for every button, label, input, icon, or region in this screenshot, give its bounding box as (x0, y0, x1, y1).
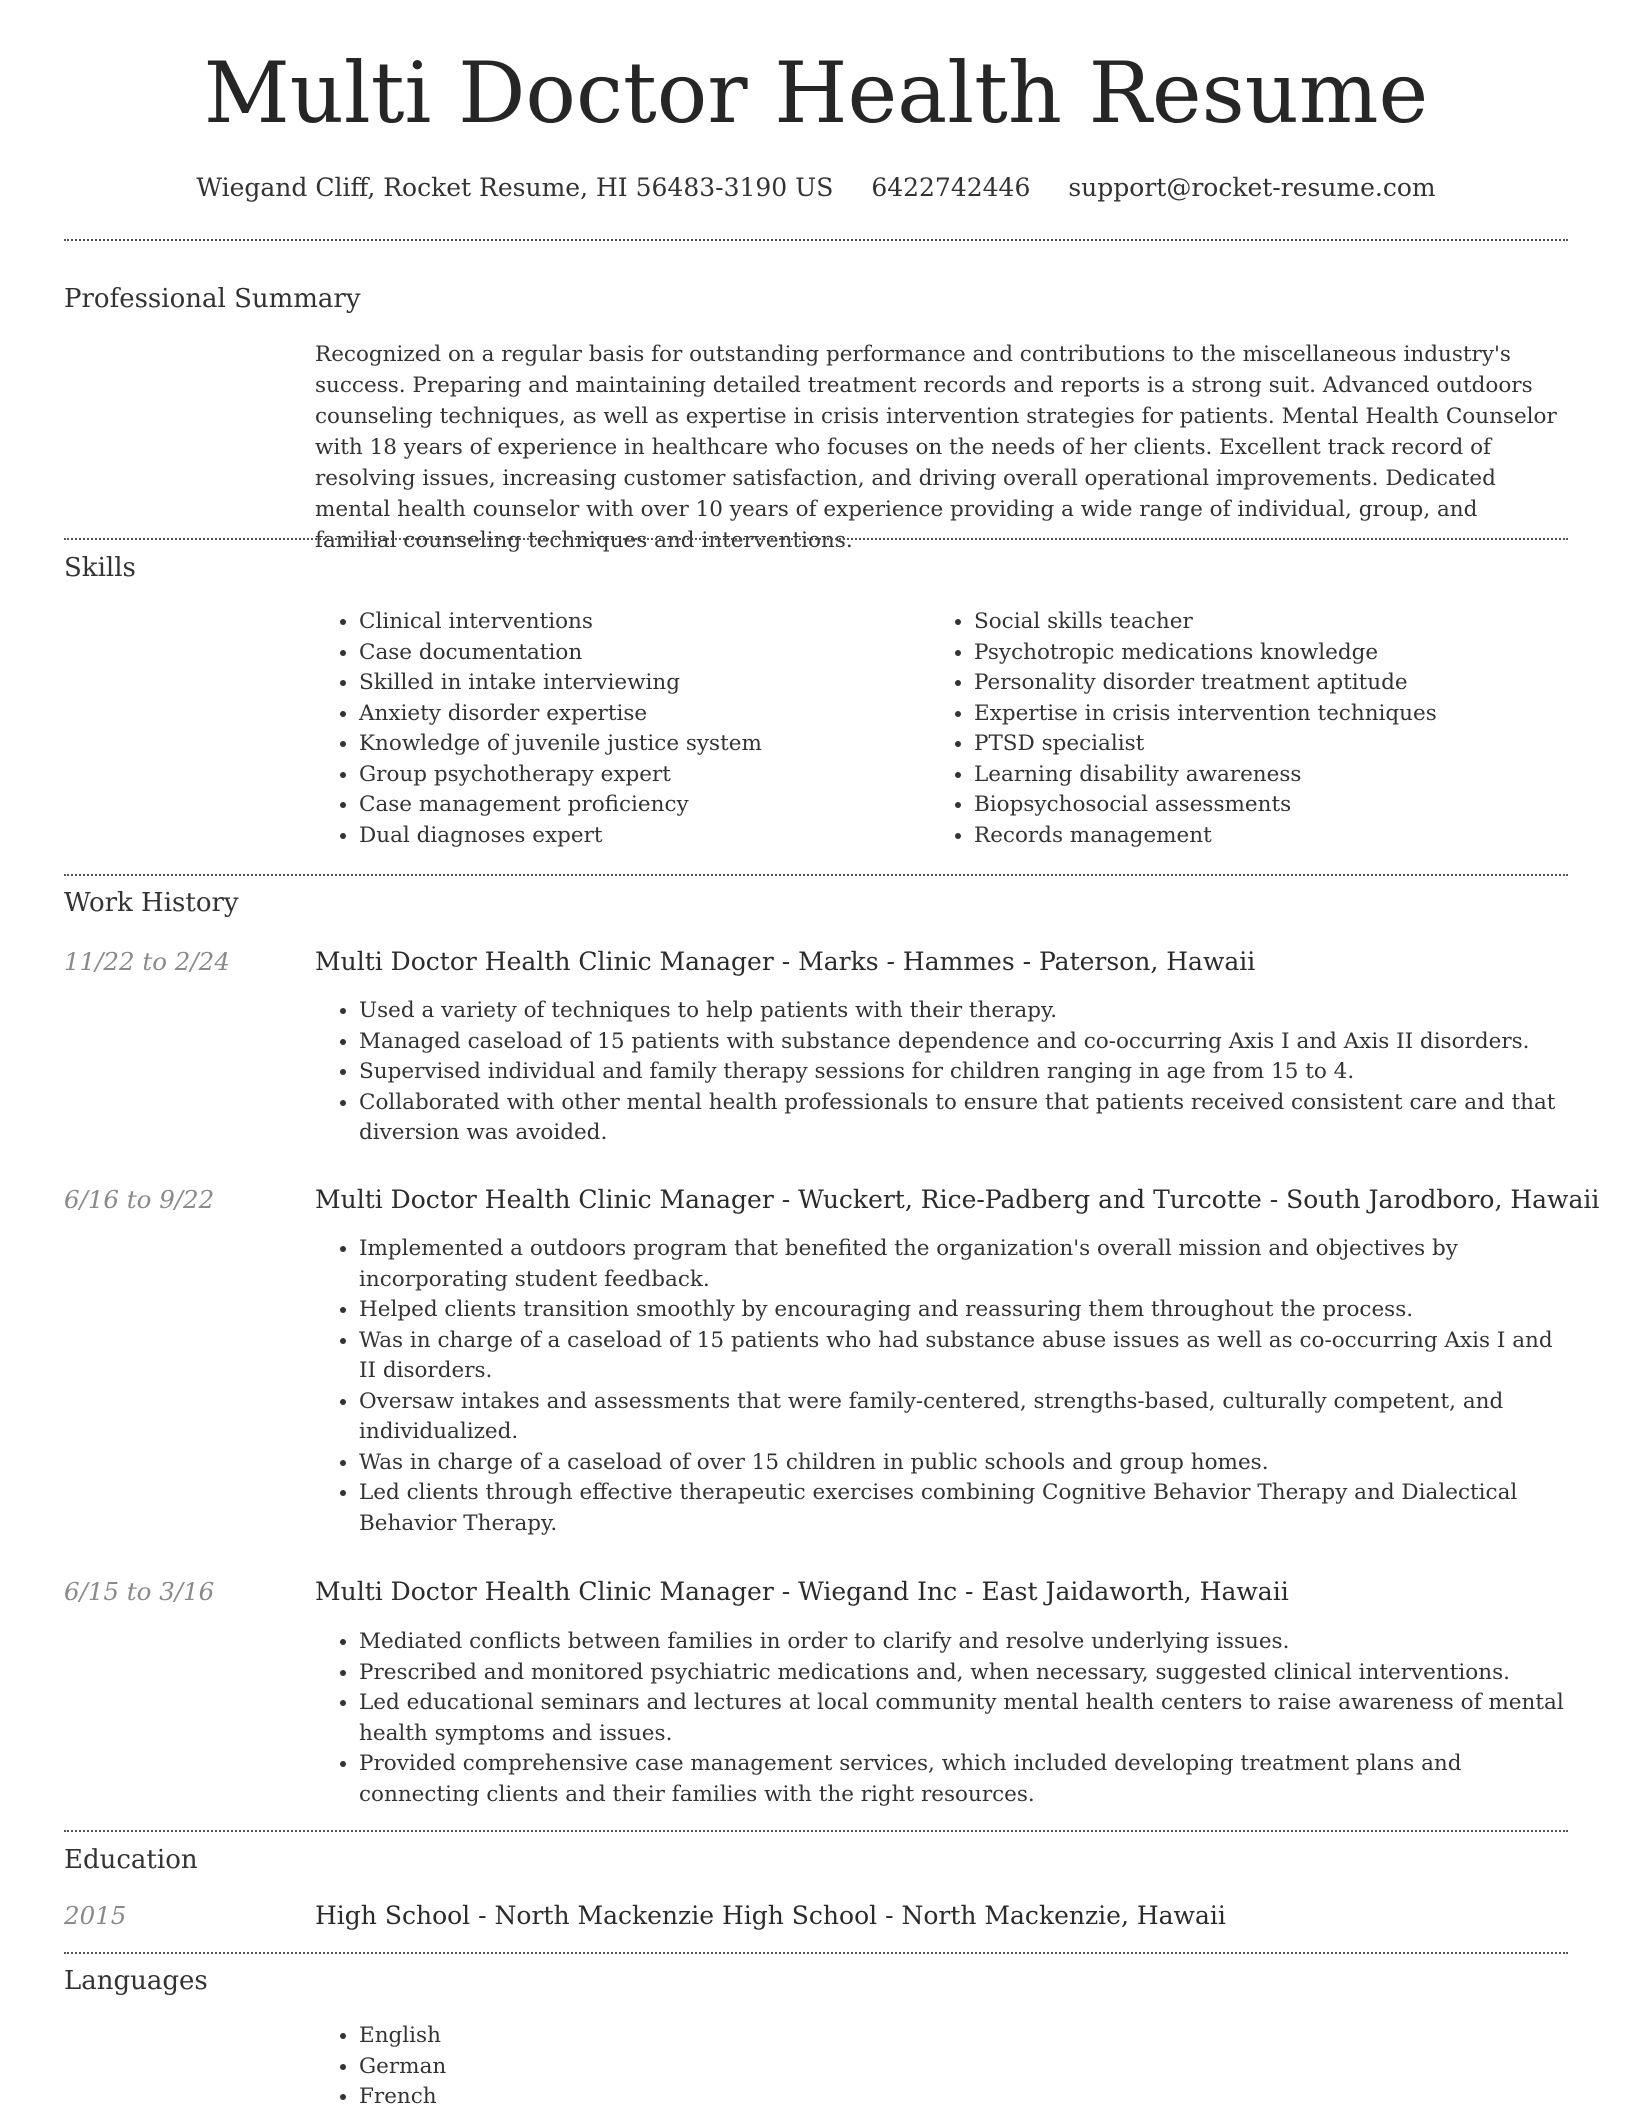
section-divider (64, 239, 1568, 241)
list-item: • Implemented a outdoors program that benefited the organization's overall mission and objectives by incorporating student feedback. (359, 1234, 1569, 1295)
list-item: • Biopsychosocial assessments (974, 790, 1604, 821)
job-bullets (315, 996, 1569, 1149)
skills-list-right (930, 607, 1604, 851)
list-item: • Expertise in crisis intervention techniques (974, 699, 1604, 730)
education-entry: High School - North Mackenzie High School - North Mackenzie, Hawaii (315, 1901, 1226, 1930)
list-item: • Used a variety of techniques to help patients with their therapy. (359, 996, 1569, 1027)
job-dates: 11/22 to 2/24 (64, 947, 230, 976)
education-heading: Education (64, 1845, 198, 1875)
contact-line (0, 173, 1632, 202)
skills-heading: Skills (64, 553, 136, 583)
resume-title: Multi Doctor Health Resume (203, 44, 1429, 142)
list-item: • Group psychotherapy expert (359, 760, 919, 791)
list-item: • French (359, 2082, 959, 2113)
section-divider (64, 874, 1568, 876)
summary-text: Recognized on a regular basis for outstanding performance and contributions to the miscellaneous industry's success. Preparing and maintaining detailed treatment records and reports is a strong suit. Advanced outdoors counseling techniques, as well as expertise in crisis intervention strategies for patients. Mental Health Counselor with 18 years of experience in healthcare who focuses on the needs of her clients. Excellent track record of resolving issues, increasing customer satisfaction, and driving overall operational improvements. Dedicated mental health counselor with over 10 years of experience providing a wide range of individual, group, and familial counseling techniques and interventions. (315, 342, 1557, 553)
list-item: • Knowledge of juvenile justice system (359, 729, 919, 760)
list-item: • Supervised individual and family therapy sessions for children ranging in age from 15 to 4. (359, 1057, 1569, 1088)
list-item: • Provided comprehensive case management services, which included developing treatment plans and connecting clients and their families with the right resources. (359, 1749, 1569, 1810)
list-item: • Case management proficiency (359, 790, 919, 821)
contact-address: Wiegand Cliff, Rocket Resume, HI 56483-3190 US (196, 173, 834, 202)
skills-list-left (315, 607, 919, 851)
job-dates: 6/15 to 3/16 (64, 1577, 215, 1606)
contact-email: support@rocket-resume.com (1068, 173, 1436, 202)
list-item: • German (359, 2052, 959, 2083)
list-item: • Skilled in intake interviewing (359, 668, 919, 699)
list-item: • Helped clients transition smoothly by encouraging and reassuring them throughout the process. (359, 1295, 1569, 1326)
list-item: • PTSD specialist (974, 729, 1604, 760)
list-item: • Was in charge of a caseload of over 15 children in public schools and group homes. (359, 1448, 1569, 1479)
list-item: • Psychotropic medications knowledge (974, 638, 1604, 669)
list-item: • Oversaw intakes and assessments that were family-centered, strengths-based, culturally competent, and individualized. (359, 1387, 1569, 1448)
list-item: • Social skills teacher (974, 607, 1604, 638)
list-item: • English (359, 2021, 959, 2052)
job-title: Multi Doctor Health Clinic Manager - Marks - Hammes - Paterson, Hawaii (315, 947, 1256, 976)
list-item: • Dual diagnoses expert (359, 821, 919, 852)
list-item: • Case documentation (359, 638, 919, 669)
list-item: • Led educational seminars and lectures at local community mental health centers to raise awareness of mental health symptoms and issues. (359, 1688, 1569, 1749)
section-divider (64, 538, 1568, 540)
job-title: Multi Doctor Health Clinic Manager - Wiegand Inc - East Jaidaworth, Hawaii (315, 1577, 1289, 1606)
job-bullets (315, 1627, 1569, 1810)
section-divider (64, 1952, 1568, 1954)
list-item: • Clinical interventions (359, 607, 919, 638)
languages-heading: Languages (64, 1966, 208, 1996)
summary-heading: Professional Summary (64, 284, 361, 314)
list-item: • Prescribed and monitored psychiatric medications and, when necessary, suggested clinical interventions. (359, 1658, 1569, 1689)
section-divider (64, 1830, 1568, 1832)
job-dates: 6/16 to 9/22 (64, 1185, 215, 1214)
job-title: Multi Doctor Health Clinic Manager - Wuckert, Rice-Padberg and Turcotte - South Jarodboro, Hawaii (315, 1185, 1600, 1214)
list-item: • Mediated conflicts between families in order to clarify and resolve underlying issues. (359, 1627, 1569, 1658)
list-item: • Records management (974, 821, 1604, 852)
work-heading: Work History (64, 888, 239, 918)
education-year: 2015 (64, 1901, 127, 1930)
list-item: • Managed caseload of 15 patients with substance dependence and co-occurring Axis I and Axis II disorders. (359, 1027, 1569, 1058)
languages-list (315, 2021, 959, 2113)
list-item: • Was in charge of a caseload of 15 patients who had substance abuse issues as well as co-occurring Axis I and II disorders. (359, 1326, 1569, 1387)
list-item: • Learning disability awareness (974, 760, 1604, 791)
list-item: • Anxiety disorder expertise (359, 699, 919, 730)
contact-phone: 6422742446 (871, 173, 1031, 202)
list-item: • Led clients through effective therapeutic exercises combining Cognitive Behavior Therapy and Dialectical Behavior Therapy. (359, 1478, 1569, 1539)
list-item: • Collaborated with other mental health professionals to ensure that patients received consistent care and that diversion was avoided. (359, 1088, 1569, 1149)
job-bullets (315, 1234, 1569, 1539)
list-item: • Personality disorder treatment aptitude (974, 668, 1604, 699)
